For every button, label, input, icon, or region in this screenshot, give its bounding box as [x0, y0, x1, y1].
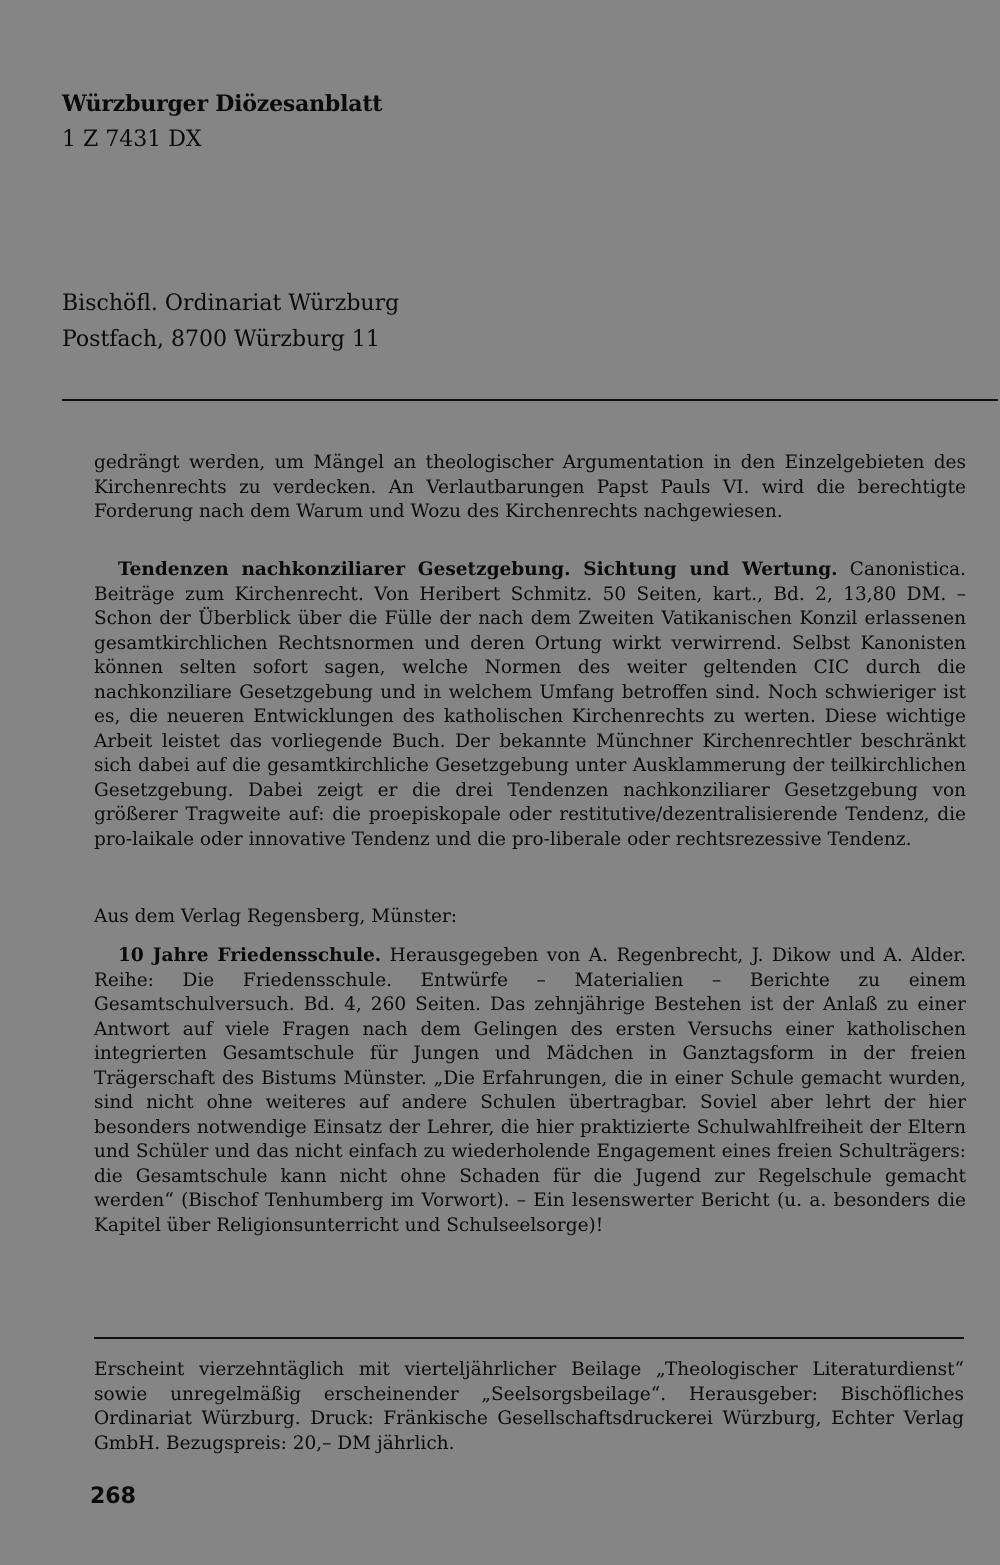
sender-address: [62, 286, 399, 358]
footer-text: Erscheint vierzehntäglich mit vierteljährlicher Beilage „Theologischer Literaturdienst“ sowie unregelmäßig erscheinender „Seelsorgsbeilage“. Herausgeber: Bischöfliches Ordinariat Würzburg. Druck: Fränkische Gesellschaftsdruckerei Würzburg, Echter Verlag GmbH. Bezugspreis: 20,– DM jährlich.: [94, 1359, 964, 1454]
review-1: [94, 558, 966, 852]
page-number: 268: [90, 1484, 136, 1509]
review-1-title: Tendenzen nachkonziliarer Gesetzgebung. Sichtung und Wertung.: [118, 559, 838, 580]
publisher-heading: [94, 905, 966, 930]
footer-divider: [94, 1337, 964, 1339]
top-divider: [62, 399, 998, 401]
mailing-label: [62, 86, 382, 158]
footer-note: [94, 1358, 964, 1456]
continuation-text: gedrängt werden, um Mängel an theologischer Argumentation in den Einzelgebieten des Kirchenrechts zu verdecken. An Verlautbarungen Papst Pauls VI. wird die berechtigte Forderung nach dem Warum und Wozu des Kirchenrechts nachgewiesen.: [94, 452, 966, 522]
review-1-text: Canonistica. Beiträge zum Kirchenrecht. Von Heribert Schmitz. 50 Seiten, kart., Bd. 2, 13,80 DM. – Schon der Überblick über die Fülle der nach dem Zweiten Vatikanischen Konzil erlassenen gesamtkirchlichen Rechtsnormen und deren Ortung wirkt verwirrend. Selbst Kanonisten können selten sofort sagen, welche Normen des weiter geltenden CIC durch die nachkonziliare Gesetzgebung und in welchem Umfang betroffen sind. Noch schwieriger ist es, die neueren Entwicklungen des katholischen Kirchenrechts zu werten. Diese wichtige Arbeit leistet das vorliegende Buch. Der bekannte Münchner Kirchenrechtler beschränkt sich dabei auf die gesamtkirchliche Gesetzgebung unter Ausklammerung der teilkirchlichen Gesetzgebung. Dabei zeigt er die drei Tendenzen nachkonziliarer Gesetzgebung von größerer Tragweite auf: die proepiskopale oder restitutive/dezentralisierende Tendenz, die pro-laikale oder innovative Tendenz und die pro-liberale oder rechtsrezessive Tendenz.: [94, 559, 966, 850]
continuation-paragraph: [94, 451, 966, 525]
publication-name: Würzburger Diözesanblatt: [62, 91, 383, 117]
review-2: [94, 944, 966, 1238]
sender-line-1: Bischöfl. Ordinariat Würzburg: [62, 291, 400, 316]
sender-line-2: Postfach, 8700 Würzburg 11: [62, 327, 380, 352]
review-2-text: Herausgegeben von A. Regenbrecht, J. Dikow und A. Alder. Reihe: Die Friedensschule. Entwürfe – Materialien – Berichte zu einem Gesamtschulversuch. Bd. 4, 260 Seiten. Das zehnjährige Bestehen ist der Anlaß zu einer Antwort auf viele Fragen nach dem Gelingen des ersten Versuchs einer katholischen integrierten Gesamtschule für Jungen und Mädchen in Ganztagsform in der freien Trägerschaft des Bistums Münster. „Die Erfahrungen, die in einer Schule gemacht wurden, sind nicht ohne weiteres auf andere Schulen übertragbar. Soviel aber lehrt der hier besonders notwendige Einsatz der Lehrer, die hier praktizierte Schulwahlfreiheit der Eltern und Schüler und das nicht einfach zu wiederholende Engagement eines freien Schulträgers: die Gesamtschule kann nicht ohne Schaden für die Jugend zur Regelschule gemacht werden“ (Bischof Tenhumberg im Vorwort). – Ein lesenswerter Bericht (u. a. besonders die Kapitel über Religionsunterricht und Schulseelsorge)!: [94, 945, 966, 1236]
review-2-title: 10 Jahre Friedensschule.: [118, 945, 382, 966]
postal-code: 1 Z 7431 DX: [62, 127, 202, 152]
publisher-heading-text: Aus dem Verlag Regensberg, Münster:: [94, 906, 458, 927]
